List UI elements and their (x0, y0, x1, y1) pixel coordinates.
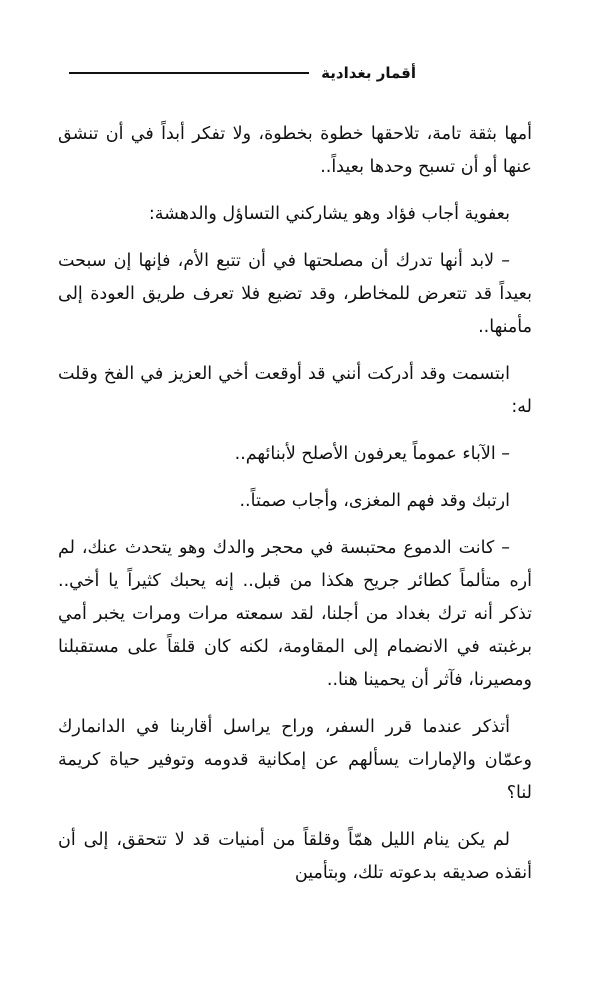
dialogue-paragraph: – لابد أنها تدرك أن مصلحتها في أن تتبع الأم، فإنها إن سبحت بعيداً قد تتعرض للمخاطر، وقد تضيع فلا تعرف طريق العودة إلى مأمنها.. (58, 251, 532, 337)
paragraph: أتذكر عندما قرر السفر، وراح يراسل أقاربنا في الدانمارك وعمّان والإمارات يسألهم عن إمكانية قدومه وتوفير حياة كريمة لنا؟ (58, 717, 532, 803)
dialogue-paragraph: – كانت الدموع محتبسة في محجر والدك وهو يتحدث عنك، لم أره متألماً كطائر جريح هكذا من قبل.. إنه يحبك كثيراً يا أخي.. تذكر أنه ترك بغداد من أجلنا، لقد سمعته مرات ومرات يخبر أمي برغبته في الانضمام إلى المقاومة، لكنه كان قلقاً على مستقبلنا ومصيرنا، فآثر أن يحمينا هنا.. (58, 538, 532, 690)
paragraph: ارتبك وقد فهم المغزى، وأجاب صمتاً.. (239, 491, 510, 511)
paragraph: بعفوية أجاب فؤاد وهو يشاركني التساؤل والدهشة: (148, 204, 510, 224)
header-rule (69, 72, 309, 74)
body-text (58, 118, 532, 904)
dialogue-paragraph: – الآباء عموماً يعرفون الأصلح لأبنائهم.. (234, 444, 510, 464)
paragraph: لم يكن ينام الليل همّاً وقلقاً من أمنيات قد لا تتحقق، إلى أن أنقذه صديقه بدعوته تلك، وبتأمين (58, 830, 532, 883)
paragraph: ابتسمت وقد أدركت أنني قد أوقعت أخي العزيز في الفخ وقلت له: (58, 364, 532, 417)
running-header (66, 60, 416, 86)
paragraph: أمها بثقة تامة، تلاحقها خطوة بخطوة، ولا تفكر أبداً في أن تنشق عنها أو أن تسبح وحدها بعيداً.. (58, 124, 532, 177)
running-title: أقمار بغدادية (321, 64, 416, 82)
